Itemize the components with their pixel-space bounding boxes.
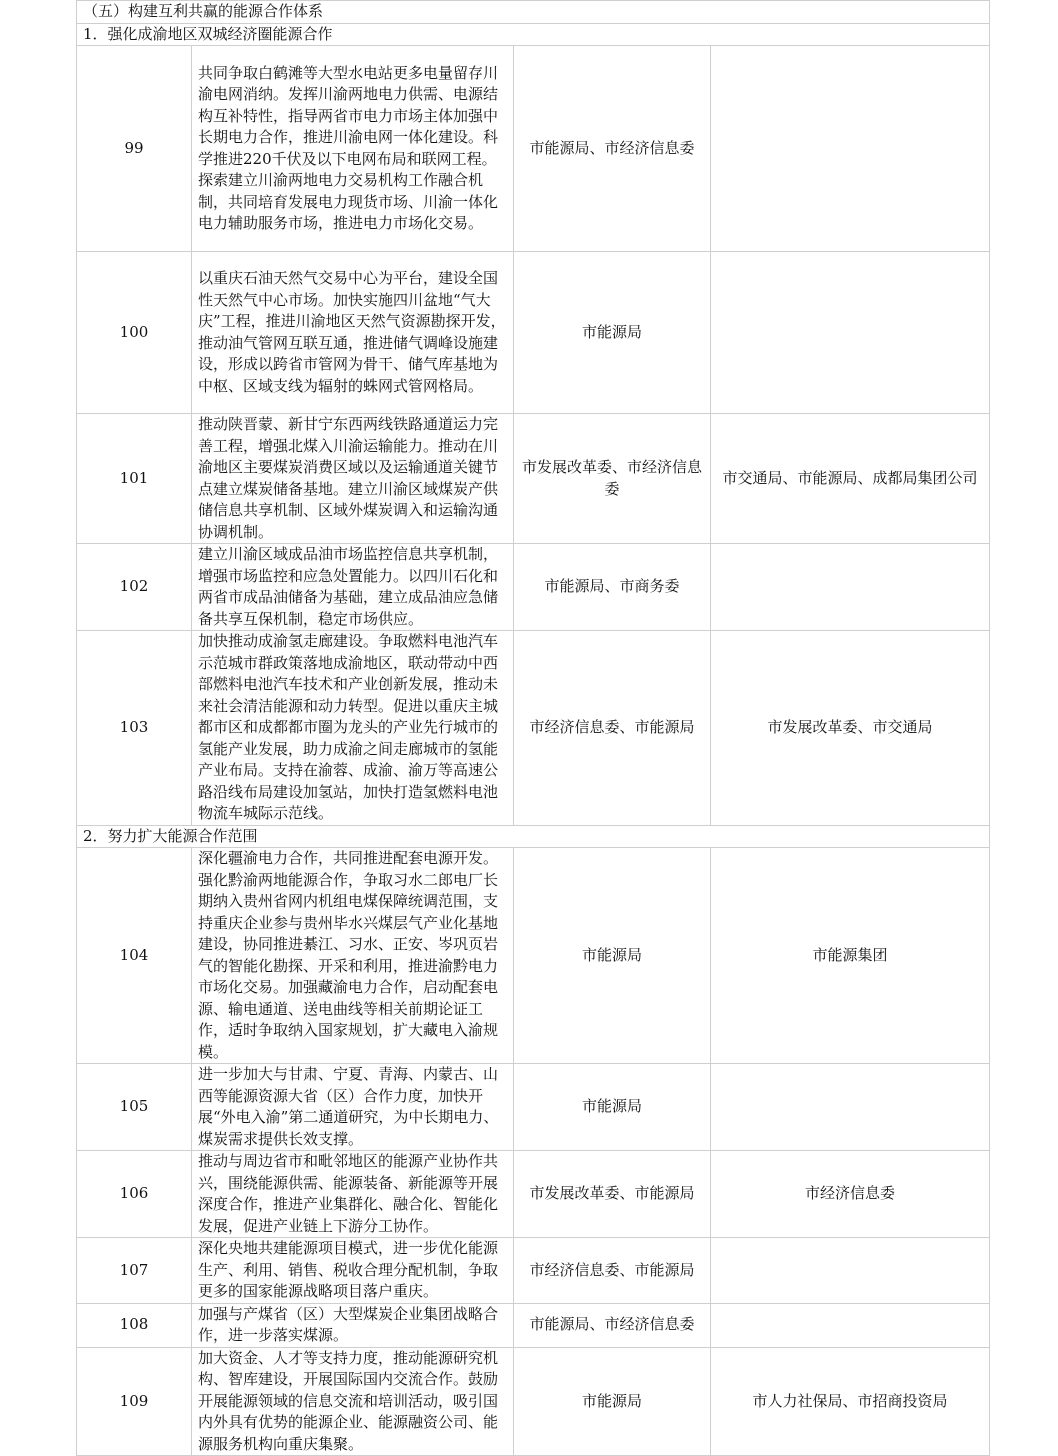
lead-unit: 市经济信息委、市能源局: [514, 631, 711, 826]
row-number: 104: [77, 848, 192, 1064]
task-description: 进一步加大与甘肃、宁夏、青海、内蒙古、山西等能源资源大省（区）合作力度，加快开展“外电入渝”第二通道研究，为中长期电力、煤炭需求提供长效支撑。: [192, 1064, 514, 1151]
partner-unit: 市发展改革委、市交通局: [711, 631, 990, 826]
table-row: [77, 46, 990, 252]
group-header-row: [77, 825, 990, 848]
row-number: 107: [77, 1238, 192, 1304]
lead-unit: 市能源局、市经济信息委: [514, 46, 711, 252]
row-number: 102: [77, 544, 192, 631]
group-header-row: [77, 23, 990, 46]
document-page: [76, 0, 989, 1456]
group-title: 2．努力扩大能源合作范围: [77, 825, 990, 848]
section-title: （五）构建互利共赢的能源合作体系: [77, 1, 990, 24]
lead-unit: 市能源局: [514, 848, 711, 1064]
partner-unit: [711, 46, 990, 252]
table-row: [77, 1238, 990, 1304]
partner-unit: 市交通局、市能源局、成都局集团公司: [711, 414, 990, 544]
task-description: 以重庆石油天然气交易中心为平台，建设全国性天然气中心市场。加快实施四川盆地“气大庆”工程，推进川渝地区天然气资源勘探开发，推动油气管网互联互通，推进储气调峰设施建设，形成以跨省市管网为骨干、储气库基地为中枢、区域支线为辐射的蛛网式管网格局。: [192, 252, 514, 414]
table-row: [77, 631, 990, 826]
group-title: 1．强化成渝地区双城经济圈能源合作: [77, 23, 990, 46]
lead-unit: 市发展改革委、市能源局: [514, 1151, 711, 1238]
lead-unit: 市经济信息委、市能源局: [514, 1238, 711, 1304]
partner-unit: [711, 1238, 990, 1304]
partner-unit: [711, 1303, 990, 1347]
task-description: 建立川渝区域成品油市场监控信息共享机制，增强市场监控和应急处置能力。以四川石化和两省市成品油储备为基础，建立成品油应急储备共享互保机制，稳定市场供应。: [192, 544, 514, 631]
task-description: 加大资金、人才等支持力度，推动能源研究机构、智库建设，开展国际国内交流合作。鼓励开展能源领域的信息交流和培训活动，吸引国内外具有优势的能源企业、能源融资公司、能源服务机构向重庆集聚。: [192, 1347, 514, 1456]
partner-unit: [711, 1064, 990, 1151]
lead-unit: 市能源局、市商务委: [514, 544, 711, 631]
task-description: 推动与周边省市和毗邻地区的能源产业协作共兴，围绕能源供需、能源装备、新能源等开展深度合作，推进产业集群化、融合化、智能化发展，促进产业链上下游分工协作。: [192, 1151, 514, 1238]
task-table: [76, 0, 990, 1456]
lead-unit: 市能源局、市经济信息委: [514, 1303, 711, 1347]
lead-unit: 市能源局: [514, 1347, 711, 1456]
table-row: [77, 414, 990, 544]
row-number: 108: [77, 1303, 192, 1347]
task-description: 加强与产煤省（区）大型煤炭企业集团战略合作，进一步落实煤源。: [192, 1303, 514, 1347]
lead-unit: 市能源局: [514, 1064, 711, 1151]
task-description: 共同争取白鹤滩等大型水电站更多电量留存川渝电网消纳。发挥川渝两地电力供需、电源结构互补特性，指导两省市电力市场主体加强中长期电力合作，推进川渝电网一体化建设。科学推进220千伏及以下电网布局和联网工程。探索建立川渝两地电力交易机构工作融合机制，共同培育发展电力现货市场、川渝一体化电力辅助服务市场，推进电力市场化交易。: [192, 46, 514, 252]
partner-unit: 市能源集团: [711, 848, 990, 1064]
partner-unit: 市人力社保局、市招商投资局: [711, 1347, 990, 1456]
section-header-row: [77, 1, 990, 24]
partner-unit: 市经济信息委: [711, 1151, 990, 1238]
row-number: 101: [77, 414, 192, 544]
row-number: 109: [77, 1347, 192, 1456]
partner-unit: [711, 252, 990, 414]
table-row: [77, 252, 990, 414]
partner-unit: [711, 544, 990, 631]
table-row: [77, 544, 990, 631]
task-description: 加快推动成渝氢走廊建设。争取燃料电池汽车示范城市群政策落地成渝地区，联动带动中西部燃料电池汽车技术和产业创新发展，推动未来社会清洁能源和动力转型。促进以重庆主城都市区和成都都市圈为龙头的产业先行城市的氢能产业发展，助力成渝之间走廊城市的氢能产业布局。支持在渝蓉、成渝、渝万等高速公路沿线布局建设加氢站，加快打造氢燃料电池物流车城际示范线。: [192, 631, 514, 826]
row-number: 106: [77, 1151, 192, 1238]
row-number: 99: [77, 46, 192, 252]
lead-unit: 市能源局: [514, 252, 711, 414]
table-row: [77, 1064, 990, 1151]
table-row: [77, 1151, 990, 1238]
row-number: 105: [77, 1064, 192, 1151]
task-description: 深化央地共建能源项目模式，进一步优化能源生产、利用、销售、税收合理分配机制，争取更多的国家能源战略项目落户重庆。: [192, 1238, 514, 1304]
row-number: 100: [77, 252, 192, 414]
lead-unit: 市发展改革委、市经济信息委: [514, 414, 711, 544]
table-row: [77, 848, 990, 1064]
table-row: [77, 1347, 990, 1456]
task-description: 推动陕晋蒙、新甘宁东西两线铁路通道运力完善工程，增强北煤入川渝运输能力。推动在川渝地区主要煤炭消费区域以及运输通道关键节点建立煤炭储备基地。建立川渝区域煤炭产供储信息共享机制、区域外煤炭调入和运输沟通协调机制。: [192, 414, 514, 544]
task-description: 深化疆渝电力合作，共同推进配套电源开发。强化黔渝两地能源合作，争取习水二郎电厂长期纳入贵州省网内机组电煤保障统调范围，支持重庆企业参与贵州毕水兴煤层气产业化基地建设，协同推进綦江、习水、正安、岑巩页岩气的智能化勘探、开采和利用，推进渝黔电力市场化交易。加强藏渝电力合作，启动配套电源、输电通道、送电曲线等相关前期论证工作，适时争取纳入国家规划，扩大藏电入渝规模。: [192, 848, 514, 1064]
table-row: [77, 1303, 990, 1347]
row-number: 103: [77, 631, 192, 826]
